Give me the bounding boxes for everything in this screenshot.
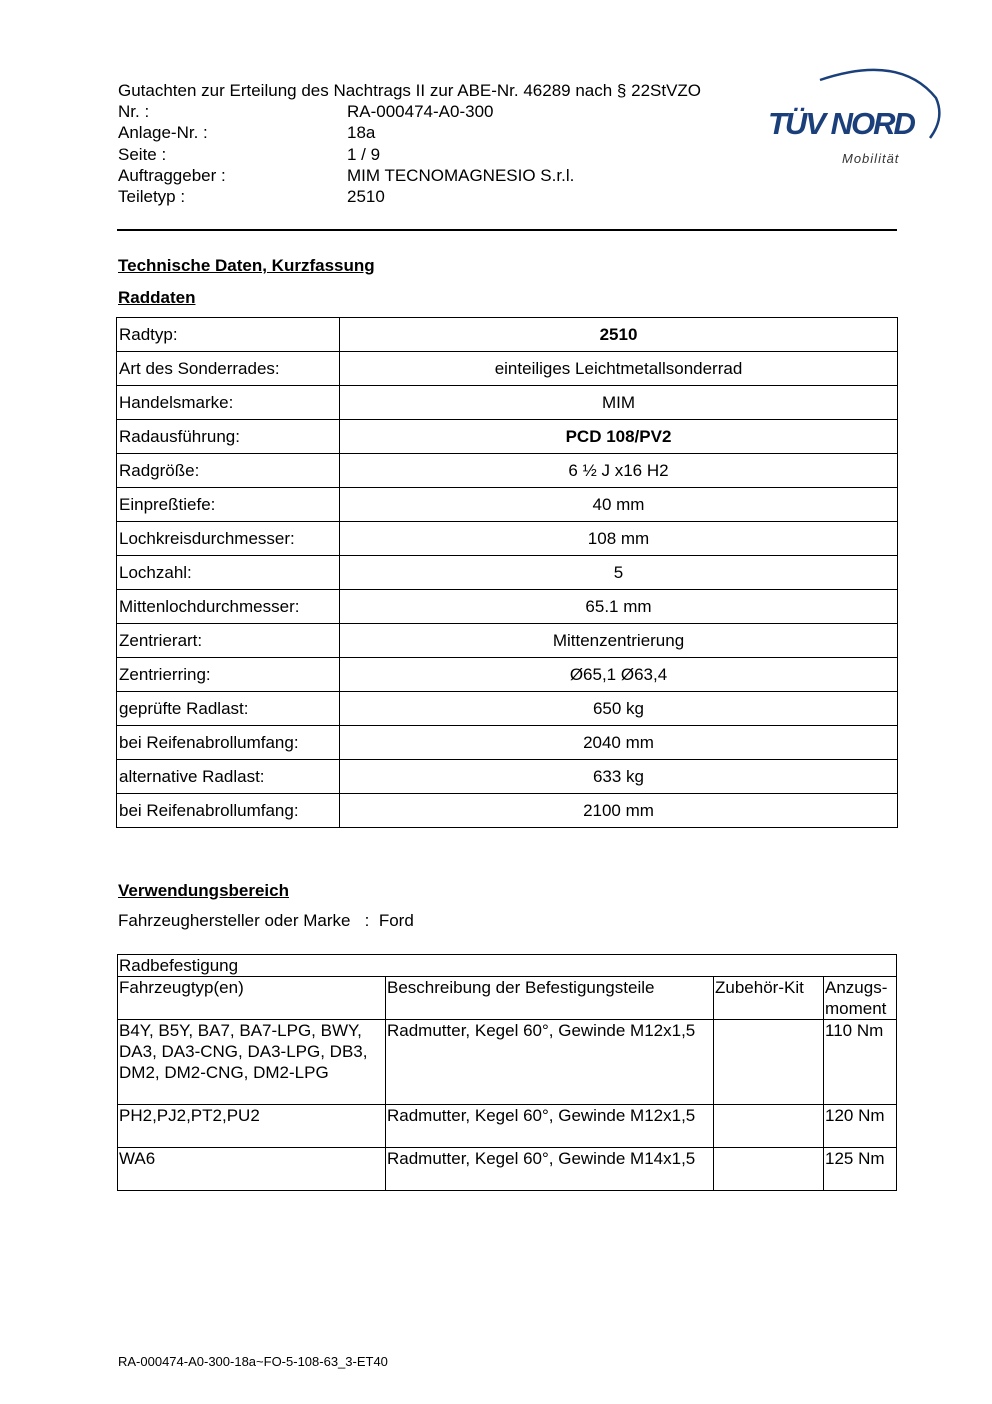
row-value: Mittenzentrierung [340,624,898,658]
row-label: Radtyp: [117,318,340,352]
cell-desc: Radmutter, Kegel 60°, Gewinde M14x1,5 [386,1148,714,1191]
row-label: Einpreßtiefe: [117,488,340,522]
row-label: Handelsmarke: [117,386,340,420]
row-label: Radgröße: [117,454,340,488]
vehicle-make-value: Ford [378,911,414,930]
footer-document-code: RA-000474-A0-300-18a~FO-5-108-63_3-ET40 [118,1354,388,1369]
header-value-seite: 1 / 9 [347,145,381,164]
cell-types: WA6 [118,1148,386,1191]
cell-torque: 125 Nm [824,1148,897,1191]
row-value: 2100 mm [340,794,898,828]
row-label: Zentrierart: [117,624,340,658]
vehicle-make-label: Fahrzeughersteller oder Marke [118,911,351,930]
cell-types: B4Y, B5Y, BA7, BA7-LPG, BWY, DA3, DA3-CNG, DA3-LPG, DB3, DM2, DM2-CNG, DM2-LPG [118,1020,386,1105]
row-label: Mittenlochdurchmesser: [117,590,340,624]
row-value: 2510 [340,318,898,352]
header-value-anlage: 18a [347,123,376,142]
cell-torque: 120 Nm [824,1105,897,1148]
table-row [117,556,898,590]
row-value: PCD 108/PV2 [340,420,898,454]
row-label: Zentrierring: [117,658,340,692]
table-row [117,318,898,352]
cell-kit [714,1105,824,1148]
tuv-nord-logo [760,58,945,173]
vehicle-make-separator: : [364,911,370,930]
row-value: 633 kg [340,760,898,794]
row-label: bei Reifenabrollumfang: [117,726,340,760]
header-rule [117,229,897,231]
header-beschreibung: Beschreibung der Befestigungsteile [386,977,714,1020]
table-header-row [118,977,897,1020]
logo-brand: TÜV NORD [768,106,914,141]
table-row [117,794,898,828]
header-label-seite: Seite : [118,145,167,164]
row-value: 40 mm [340,488,898,522]
table-row [117,760,898,794]
raddaten-table [116,317,898,828]
table-row [117,624,898,658]
row-value: 65.1 mm [340,590,898,624]
table-row [118,1020,897,1105]
header-label-teiletyp: Teiletyp : [118,187,186,206]
table-row [118,1105,897,1148]
header-zubehoer-kit: Zubehör-Kit [714,977,824,1020]
header-fahrzeugtyp: Fahrzeugtyp(en) [118,977,386,1020]
radbefestigung-table [117,954,897,1191]
table-row [117,386,898,420]
cell-desc: Radmutter, Kegel 60°, Gewinde M12x1,5 [386,1105,714,1148]
table-row [117,488,898,522]
table-row [117,692,898,726]
table-caption-row [118,955,897,977]
cell-desc: Radmutter, Kegel 60°, Gewinde M12x1,5 [386,1020,714,1105]
table-row [117,658,898,692]
header-value-teiletyp: 2510 [347,187,385,206]
table-row [117,522,898,556]
row-label: alternative Radlast: [117,760,340,794]
row-value: 108 mm [340,522,898,556]
cell-torque: 110 Nm [824,1020,897,1105]
row-value: Ø65,1 Ø63,4 [340,658,898,692]
header-label-anlage: Anlage-Nr. : [118,123,208,142]
header-value-nr: RA-000474-A0-300 [347,102,494,121]
row-value: 5 [340,556,898,590]
row-value: einteiliges Leichtmetallsonderrad [340,352,898,386]
header-anzugsmoment: Anzugs-moment [824,977,897,1020]
row-label: Radausführung: [117,420,340,454]
row-label: geprüfte Radlast: [117,692,340,726]
cell-kit [714,1148,824,1191]
row-label: Lochzahl: [117,556,340,590]
table-row [118,1148,897,1191]
logo-subtitle: Mobilität [842,151,900,166]
table-row [117,352,898,386]
header-value-auftraggeber: MIM TECNOMAGNESIO S.r.l. [347,166,575,185]
row-label: Lochkreisdurchmesser: [117,522,340,556]
section-title-verwendungsbereich: Verwendungsbereich [118,881,289,900]
table-caption: Radbefestigung [118,955,897,977]
header-label-nr: Nr. : [118,102,150,121]
section-subtitle-raddaten: Raddaten [118,288,196,307]
document-title: Gutachten zur Erteilung des Nachtrags II zur ABE-Nr. 46289 nach § 22StVZO [118,81,702,100]
cell-kit [714,1020,824,1105]
table-row [117,420,898,454]
table-row [117,454,898,488]
section-title-technische-daten: Technische Daten, Kurzfassung [118,256,375,275]
row-value: MIM [340,386,898,420]
header-label-auftraggeber: Auftraggeber : [118,166,226,185]
vehicle-make-line [118,911,414,931]
table-row [117,590,898,624]
cell-types: PH2,PJ2,PT2,PU2 [118,1105,386,1148]
row-value: 650 kg [340,692,898,726]
row-value: 6 ½ J x16 H2 [340,454,898,488]
row-value: 2040 mm [340,726,898,760]
row-label: Art des Sonderrades: [117,352,340,386]
table-row [117,726,898,760]
row-label: bei Reifenabrollumfang: [117,794,340,828]
